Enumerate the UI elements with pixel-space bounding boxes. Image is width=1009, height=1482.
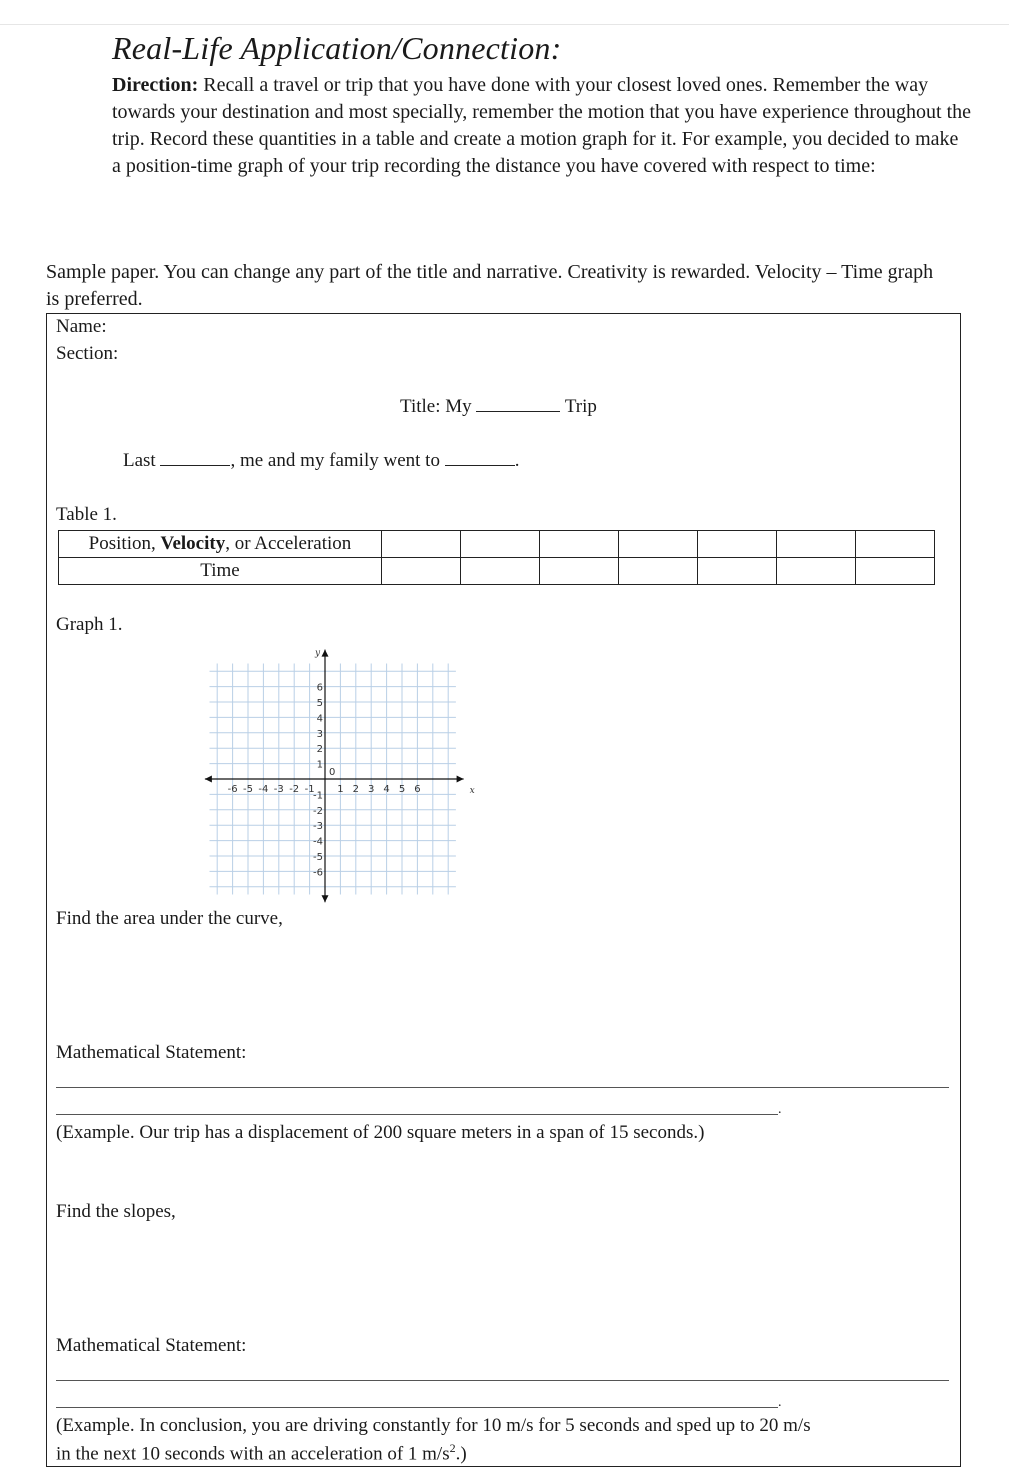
- y-tick-label: 6: [316, 682, 323, 694]
- answer-line[interactable]: [56, 1114, 778, 1115]
- direction-label: Direction:: [112, 74, 199, 96]
- table-cell[interactable]: [461, 531, 540, 558]
- table-cell[interactable]: [540, 558, 619, 585]
- x-tick-label: -3: [273, 784, 284, 795]
- y-axis-label: y: [315, 648, 321, 659]
- y-tick-label: -1: [313, 790, 323, 802]
- x-tick-label: 3: [368, 784, 375, 795]
- x-axis-arrow-left: [205, 776, 212, 783]
- row-label-time: Time: [59, 558, 382, 585]
- x-tick-label: 5: [398, 784, 406, 795]
- area-prompt: Find the area under the curve,: [56, 908, 283, 929]
- table-cell[interactable]: [461, 558, 540, 585]
- example-2-line-1: (Example. In conclusion, you are driving constantly for 10 m/s for 5 seconds and sped up to 20 m/s: [56, 1415, 811, 1436]
- narrative-blank-where[interactable]: [445, 451, 515, 466]
- math-statement-label-2: Mathematical Statement:: [56, 1335, 247, 1356]
- name-label: Name:: [56, 316, 107, 337]
- origin-label: 0: [329, 767, 336, 778]
- row1-bold: Velocity: [160, 533, 226, 554]
- graph-label: Graph 1.: [56, 614, 123, 635]
- example-1: (Example. Our trip has a displacement of 200 square meters in a span of 15 seconds.): [56, 1122, 705, 1143]
- title-prefix: Title: My: [400, 396, 472, 417]
- direction-text: Recall a travel or trip that you have done with your closest loved ones. Remember the way towards your destination and most specially, remember the motion that you have experience throughout the trip. Record these quantities in a table and create a motion graph for it. For example, you decided to make a position-time graph of your trip recording the distance you have covered with respect to time:: [112, 74, 972, 177]
- x-tick-label: 6: [414, 784, 421, 795]
- data-table: [58, 530, 935, 585]
- table-row: [59, 558, 935, 585]
- y-tick-label: 5: [316, 698, 323, 709]
- line-period: .: [778, 1102, 782, 1117]
- narrative-last: Last: [123, 450, 156, 471]
- x-tick-label: -4: [258, 784, 269, 795]
- coordinate-grid[interactable]: [197, 639, 477, 904]
- table-cell[interactable]: [382, 531, 461, 558]
- narrative-line: [123, 450, 519, 472]
- x-tick-label: -2: [289, 784, 300, 795]
- y-axis-arrow-down: [322, 895, 329, 902]
- table-cell[interactable]: [698, 558, 777, 585]
- x-tick-label: 2: [352, 784, 359, 795]
- example-2-line-2: [56, 1441, 467, 1465]
- x-axis-arrow-right: [457, 776, 464, 783]
- section-label: Section:: [56, 343, 119, 364]
- title-blank[interactable]: [476, 397, 560, 412]
- x-tick-label: 1: [337, 784, 344, 795]
- y-tick-label: 4: [316, 713, 323, 725]
- example-2-superscript: 2: [449, 1441, 456, 1455]
- y-tick-label: 3: [316, 728, 323, 740]
- example-2-end: .): [455, 1443, 467, 1465]
- y-tick-label: -5: [313, 852, 323, 863]
- x-tick-label: -6: [227, 784, 238, 795]
- table-cell[interactable]: [382, 558, 461, 585]
- title-line: [400, 396, 597, 418]
- section-heading: Real-Life Application/Connection:: [112, 30, 562, 66]
- y-axis-arrow-up: [322, 650, 329, 657]
- y-tick-label: 2: [316, 744, 323, 756]
- y-tick-label: 1: [316, 759, 323, 771]
- line-period: .: [778, 1395, 782, 1410]
- direction-paragraph: [112, 72, 972, 180]
- answer-line[interactable]: [56, 1407, 778, 1408]
- title-suffix: Trip: [564, 396, 597, 417]
- narrative-blank-when[interactable]: [160, 451, 230, 466]
- table-cell[interactable]: [619, 558, 698, 585]
- slopes-prompt: Find the slopes,: [56, 1201, 176, 1222]
- y-tick-label: -4: [313, 836, 323, 848]
- y-tick-label: -3: [313, 821, 323, 833]
- table-cell[interactable]: [777, 558, 856, 585]
- y-tick-label: -2: [313, 805, 323, 817]
- x-tick-label: 4: [383, 784, 390, 795]
- table-cell[interactable]: [777, 531, 856, 558]
- table-cell[interactable]: [698, 531, 777, 558]
- answer-line[interactable]: [56, 1380, 949, 1381]
- sample-note: Sample paper. You can change any part of the title and narrative. Creativity is rewarded. Velocity – Time graph is preferred.: [46, 261, 934, 310]
- row1-suffix: , or Acceleration: [225, 533, 352, 554]
- top-bar: [0, 0, 1009, 25]
- table-cell[interactable]: [619, 531, 698, 558]
- x-axis-label: x: [469, 786, 475, 796]
- narrative-mid: , me and my family went to: [230, 450, 440, 471]
- table-cell[interactable]: [540, 531, 619, 558]
- row-label-quantity: [59, 531, 382, 558]
- example-2-text: in the next 10 seconds with an acceleration of 1 m/s: [56, 1443, 450, 1465]
- narrative-end: .: [514, 450, 520, 471]
- sample-paper: [46, 313, 961, 1467]
- math-statement-label-1: Mathematical Statement:: [56, 1042, 247, 1063]
- table-label: Table 1.: [56, 504, 117, 525]
- table-row: [59, 531, 935, 558]
- row1-prefix: Position,: [88, 533, 161, 554]
- answer-line[interactable]: [56, 1087, 949, 1088]
- table-cell[interactable]: [856, 531, 935, 558]
- x-tick-label: -5: [243, 784, 253, 795]
- x-tick-label: -1: [304, 784, 315, 795]
- y-tick-label: -6: [313, 867, 323, 879]
- table-cell[interactable]: [856, 558, 935, 585]
